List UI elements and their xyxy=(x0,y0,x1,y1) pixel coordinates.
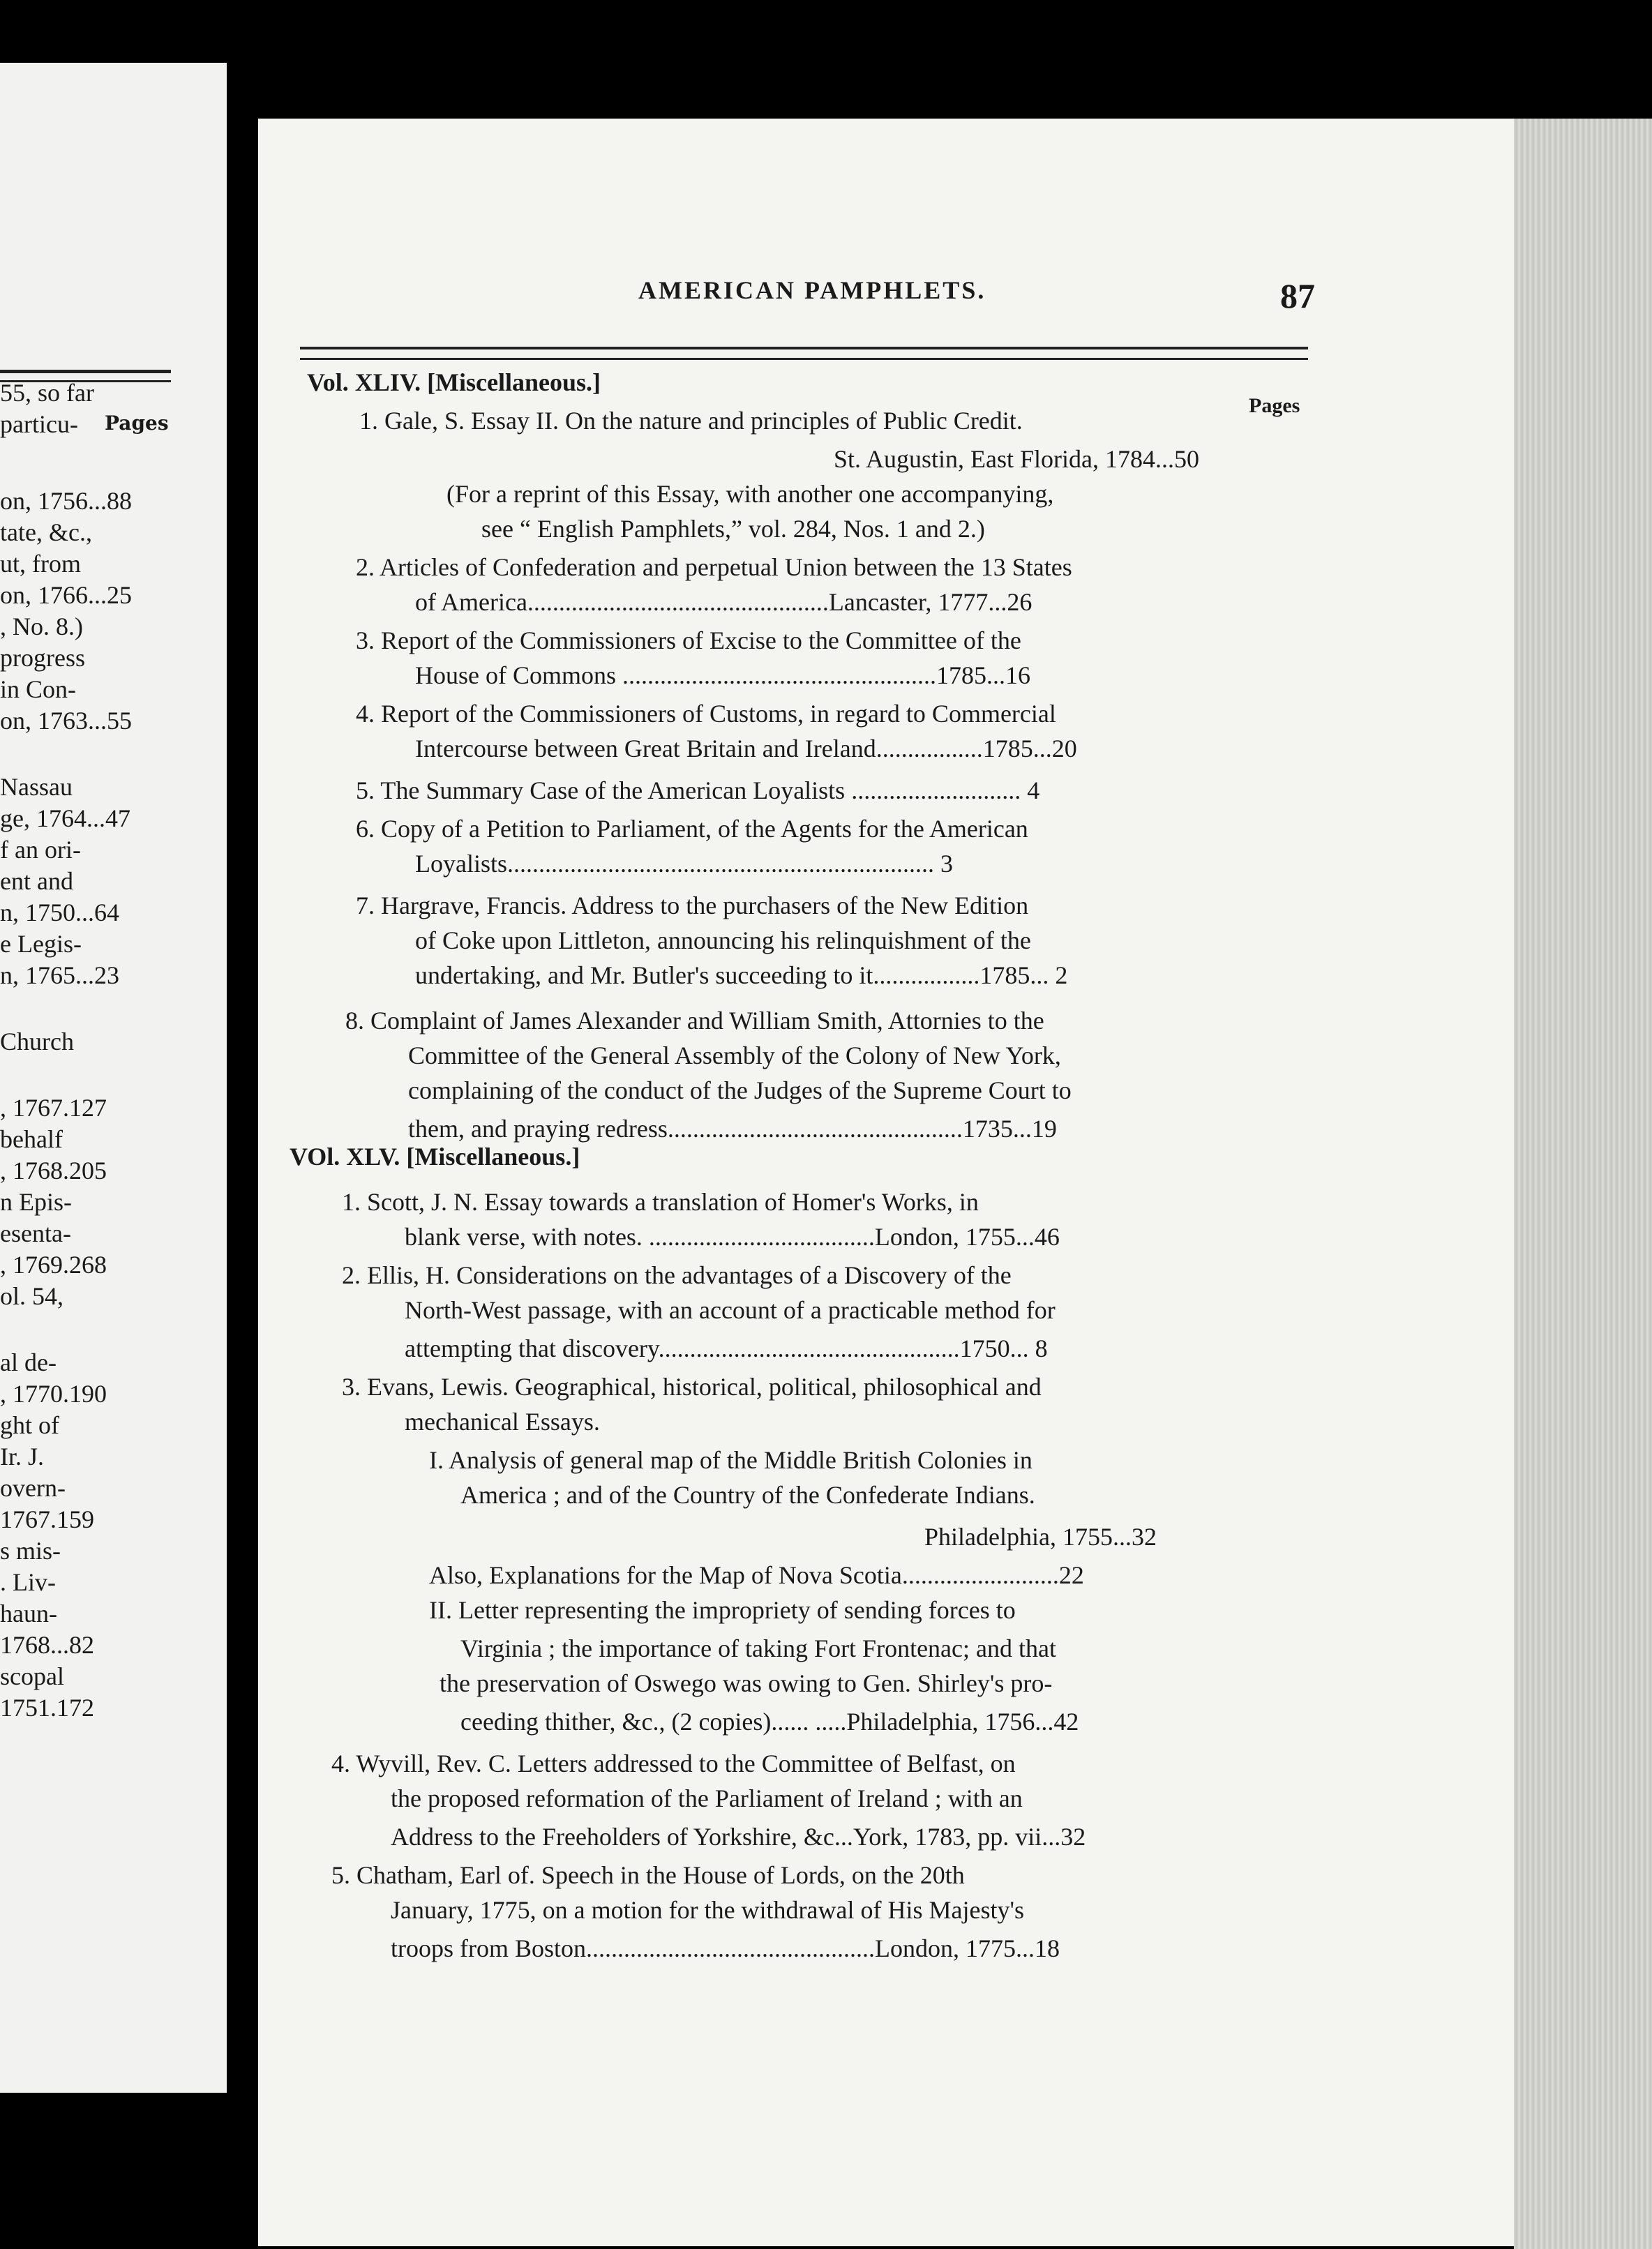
pages-column-label: Pages xyxy=(1249,394,1300,417)
entry-line: Also, Explanations for the Map of Nova Scotia.........................22 xyxy=(429,1561,1084,1589)
left-page-line: , No. 8.) xyxy=(0,612,83,640)
left-page-line: . Liv- xyxy=(0,1568,56,1596)
left-page-line: Ir. J. xyxy=(0,1443,44,1470)
entry-line: undertaking, and Mr. Butler's succeeding to it.................1785... 2 xyxy=(415,961,1068,989)
left-page-line: 1768...82 xyxy=(0,1631,94,1659)
entry-line: Virginia ; the importance of taking Fort Frontenac; and that xyxy=(460,1634,1056,1662)
left-page-line: al de- xyxy=(0,1348,57,1376)
left-page-line: esenta- xyxy=(0,1219,71,1247)
running-head: AMERICAN PAMPHLETS. xyxy=(638,276,986,304)
entry-line: the preservation of Oswego was owing to Gen. Shirley's pro- xyxy=(440,1669,1053,1697)
entry-line: 2. Articles of Confederation and perpetual Union between the 13 States xyxy=(356,553,1072,581)
left-page-line: progress xyxy=(0,644,85,672)
left-page-line: tate, &c., xyxy=(0,518,92,546)
entry-line: January, 1775, on a motion for the withdrawal of His Majesty's xyxy=(391,1896,1024,1924)
left-page-line: , 1770.190 xyxy=(0,1380,107,1408)
entry-line: 4. Report of the Commissioners of Customs, in regard to Commercial xyxy=(356,700,1056,728)
entry-line: of Coke upon Littleton, announcing his relinquishment of the xyxy=(415,926,1031,954)
left-page-line: f an ori- xyxy=(0,836,81,864)
left-page-line: on, 1763...55 xyxy=(0,707,132,735)
left-page-line: ol. 54, xyxy=(0,1282,64,1310)
entry-line: ceeding thither, &c., (2 copies)...... .....Philadelphia, 1756...42 xyxy=(460,1708,1079,1736)
entry-line: Loyalists.................................................................... 3 xyxy=(415,850,953,878)
volume-heading: VOl. XLV. [Miscellaneous.] xyxy=(290,1143,580,1171)
entry-line: complaining of the conduct of the Judges of the Supreme Court to xyxy=(408,1076,1072,1104)
left-page-line: haun- xyxy=(0,1600,57,1627)
left-page-line: behalf xyxy=(0,1125,63,1153)
left-page-line: 1767.159 xyxy=(0,1505,94,1533)
left-page-line: 55, so far xyxy=(0,379,94,407)
left-page-line: , 1769.268 xyxy=(0,1251,107,1279)
entry-line: House of Commons ..................................................1785...16 xyxy=(415,661,1030,689)
left-page-line: 1751.172 xyxy=(0,1694,94,1722)
left-page-fragment xyxy=(0,63,227,2093)
entry-line: (For a reprint of this Essay, with another one accompanying, xyxy=(446,480,1054,508)
left-page-line: Church xyxy=(0,1028,74,1055)
entry-line: them, and praying redress...............................................1735...19 xyxy=(408,1115,1057,1143)
left-page-line: , 1767.127 xyxy=(0,1094,107,1122)
left-page-line: particu- xyxy=(0,410,78,438)
entry-line: 1. Gale, S. Essay II. On the nature and principles of Public Credit. xyxy=(359,407,1023,435)
left-page-line: n, 1750...64 xyxy=(0,898,119,926)
left-page-line: n Epis- xyxy=(0,1188,72,1216)
left-page-line: ent and xyxy=(0,867,73,895)
entry-line: attempting that discovery................................................1750... 8 xyxy=(405,1334,1048,1362)
entry-line: 7. Hargrave, Francis. Address to the purchasers of the New Edition xyxy=(356,892,1029,919)
left-page-line: n, 1765...23 xyxy=(0,961,119,989)
entry-line: I. Analysis of general map of the Middle British Colonies in xyxy=(429,1446,1032,1474)
entry-line: blank verse, with notes. ....................................London, 1755...46 xyxy=(405,1223,1060,1251)
entry-line: II. Letter representing the impropriety of sending forces to xyxy=(429,1596,1016,1624)
entry-line: 3. Evans, Lewis. Geographical, historical, political, philosophical and xyxy=(342,1373,1042,1401)
entry-line: Intercourse between Great Britain and Ireland.................1785...20 xyxy=(415,735,1077,762)
main-page xyxy=(258,119,1542,2246)
entry-line: America ; and of the Country of the Confederate Indians. xyxy=(460,1481,1035,1509)
left-page-line: Nassau xyxy=(0,773,73,801)
page-number: 87 xyxy=(1280,276,1315,315)
entry-line: 5. Chatham, Earl of. Speech in the House of Lords, on the 20th xyxy=(331,1861,965,1889)
entry-line: Committee of the General Assembly of the Colony of New York, xyxy=(408,1041,1061,1069)
entry-line: Address to the Freeholders of Yorkshire, &c...York, 1783, pp. vii...32 xyxy=(391,1823,1086,1851)
left-page-line: , 1768.205 xyxy=(0,1157,107,1184)
entry-line: Philadelphia, 1755...32 xyxy=(924,1523,1157,1551)
left-page-line: scopal xyxy=(0,1662,64,1690)
entry-line: of America................................................Lancaster, 1777...26 xyxy=(415,588,1032,616)
entry-line: 5. The Summary Case of the American Loyalists ........................... 4 xyxy=(356,776,1040,804)
left-page-line: ge, 1764...47 xyxy=(0,804,130,832)
entry-line: the proposed reformation of the Parliament of Ireland ; with an xyxy=(391,1784,1023,1812)
left-pages-label: Pages xyxy=(105,412,169,435)
left-page-line: on, 1756...88 xyxy=(0,487,132,515)
page-edge xyxy=(1514,119,1652,2249)
left-page-line: on, 1766...25 xyxy=(0,581,132,609)
left-page-line: ut, from xyxy=(0,550,81,578)
left-page-line: s mis- xyxy=(0,1537,61,1565)
entry-line: North-West passage, with an account of a practicable method for xyxy=(405,1296,1056,1324)
volume-heading: Vol. XLIV. [Miscellaneous.] xyxy=(307,368,601,396)
entry-line: St. Augustin, East Florida, 1784...50 xyxy=(834,445,1200,473)
left-page-line: in Con- xyxy=(0,675,77,703)
entry-line: 2. Ellis, H. Considerations on the advantages of a Discovery of the xyxy=(342,1261,1012,1289)
header-rule xyxy=(300,347,1308,360)
entry-line: see “ English Pamphlets,” vol. 284, Nos. 1 and 2.) xyxy=(481,515,985,543)
entry-line: 3. Report of the Commissioners of Excise to the Committee of the xyxy=(356,626,1021,654)
entry-line: 6. Copy of a Petition to Parliament, of the Agents for the American xyxy=(356,815,1028,843)
entry-line: troops from Boston..............................................London, 1775...18 xyxy=(391,1934,1060,1962)
left-page-line: e Legis- xyxy=(0,930,82,958)
entry-line: 8. Complaint of James Alexander and William Smith, Attornies to the xyxy=(345,1007,1044,1035)
entry-line: 4. Wyvill, Rev. C. Letters addressed to the Committee of Belfast, on xyxy=(331,1750,1016,1777)
left-page-line: ght of xyxy=(0,1411,59,1439)
entry-line: 1. Scott, J. N. Essay towards a translation of Homer's Works, in xyxy=(342,1188,979,1216)
left-page-line: overn- xyxy=(0,1474,66,1502)
entry-line: mechanical Essays. xyxy=(405,1408,600,1436)
